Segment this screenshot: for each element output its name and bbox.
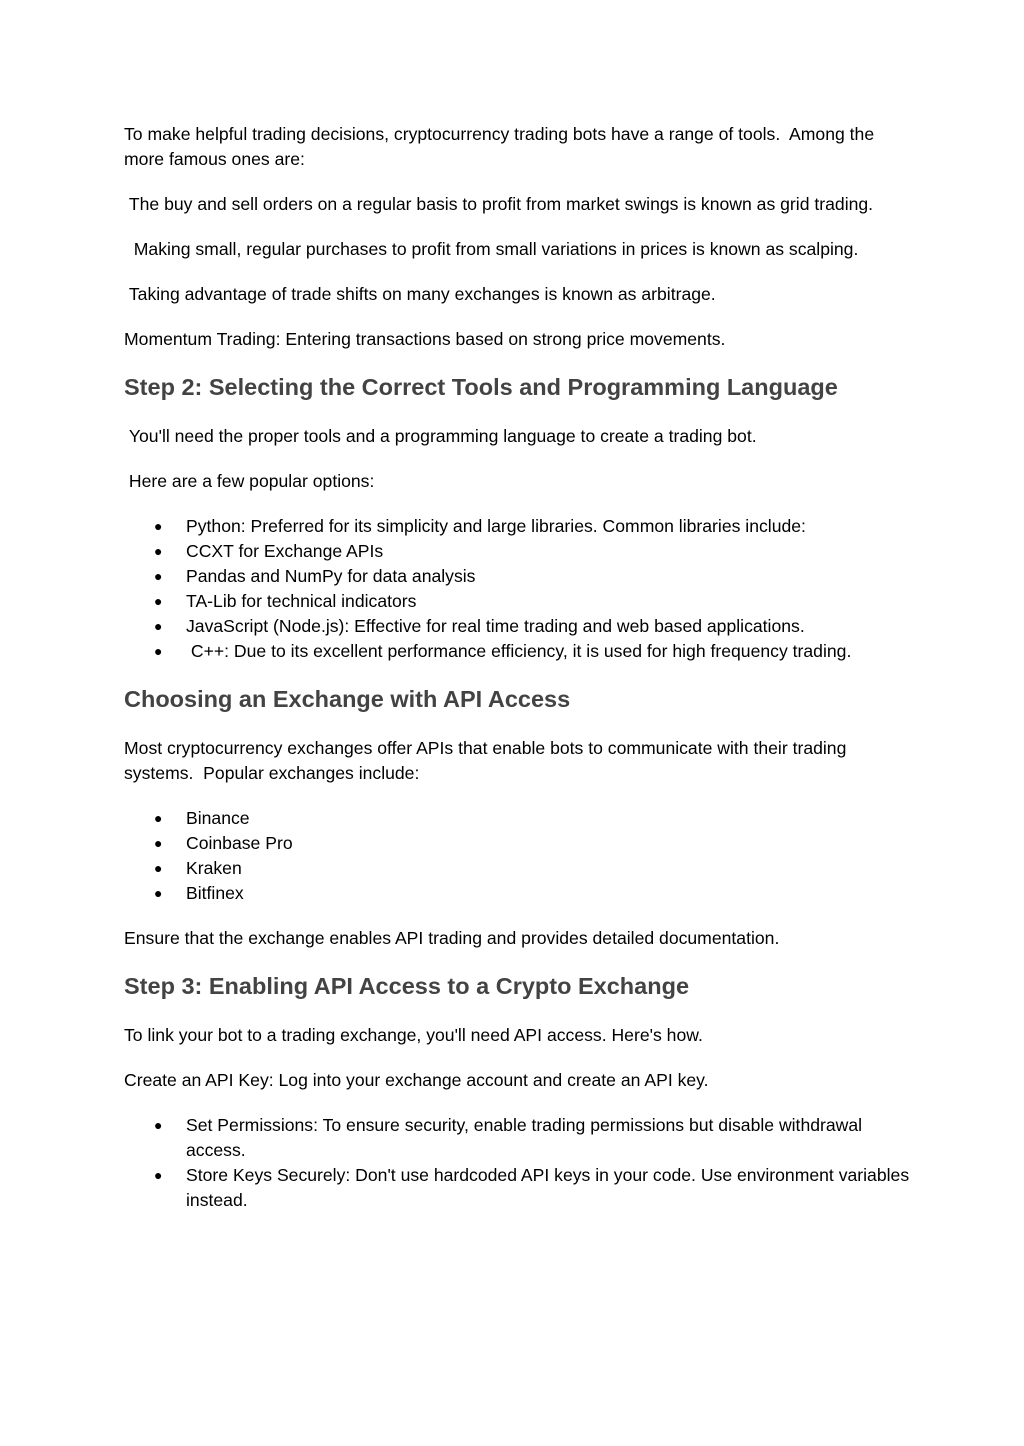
list-item [124,539,914,564]
list-item-text: Pandas and NumPy for data analysis [186,566,476,586]
step3-heading: Step 3: Enabling API Access to a Crypto Exchange [124,973,690,999]
exchange-heading: Choosing an Exchange with API Access [124,686,571,712]
bullet-icon: ● [154,643,163,659]
bullet-icon: ● [154,885,163,901]
grid-trading-paragraph: The buy and sell orders on a regular basis to profit from market swings is known as grid trading. [124,194,874,214]
list-item [124,806,914,831]
step2-paragraph-options: Here are a few popular options: [124,471,375,491]
bullet-icon: ● [154,518,163,534]
step2-options-list [124,514,914,664]
list-item-text: Binance [186,808,250,828]
list-item-text: TA-Lib for technical indicators [186,591,417,611]
bullet-icon: ● [154,810,163,826]
step3-paragraph-link: To link your bot to a trading exchange, you'll need API access. Here's how. [124,1025,703,1045]
bullet-icon: ● [154,618,163,634]
list-item-text: Python: Preferred for its simplicity and large libraries. Common libraries include: [186,516,806,536]
step3-paragraph-create-key: Create an API Key: Log into your exchange account and create an API key. [124,1070,709,1090]
list-item [124,881,914,906]
bullet-icon: ● [154,835,163,851]
bullet-icon: ● [154,568,163,584]
list-item [124,856,914,881]
list-item-text: Store Keys Securely: Don't use hardcoded API keys in your code. Use environment variables instead. [186,1165,915,1210]
list-item [124,1163,914,1213]
exchange-paragraph-ensure: Ensure that the exchange enables API trading and provides detailed documentation. [124,928,780,948]
list-item [124,589,914,614]
arbitrage-paragraph: Taking advantage of trade shifts on many exchanges is known as arbitrage. [124,284,716,304]
list-item [124,831,914,856]
bullet-icon: ● [154,1167,163,1183]
document-body [124,122,914,1233]
list-item-text: Kraken [186,858,242,878]
list-item [124,514,914,539]
bullet-icon: ● [154,593,163,609]
scalping-paragraph: Making small, regular purchases to profit from small variations in prices is known as scalping. [124,239,859,259]
list-item-text: JavaScript (Node.js): Effective for real time trading and web based applications. [186,616,805,636]
exchange-paragraph-intro: Most cryptocurrency exchanges offer APIs that enable bots to communicate with their trading systems. Popular exchanges include: [124,738,852,783]
bullet-icon: ● [154,1117,163,1133]
list-item [124,639,914,664]
momentum-paragraph: Momentum Trading: Entering transactions based on strong price movements. [124,329,726,349]
list-item-text: Coinbase Pro [186,833,293,853]
list-item [124,564,914,589]
bullet-icon: ● [154,543,163,559]
list-item [124,1113,914,1163]
list-item-text: Set Permissions: To ensure security, enable trading permissions but disable withdrawal access. [186,1115,867,1160]
exchange-list [124,806,914,906]
step2-heading: Step 2: Selecting the Correct Tools and Programming Language [124,374,838,400]
list-item-text: CCXT for Exchange APIs [186,541,384,561]
bullet-icon: ● [154,860,163,876]
step3-steps-list [124,1113,914,1213]
step2-paragraph-tools: You'll need the proper tools and a programming language to create a trading bot. [124,426,757,446]
list-item [124,614,914,639]
intro-paragraph: To make helpful trading decisions, cryptocurrency trading bots have a range of tools. Among the more famous ones are: [124,124,880,169]
list-item-text: Bitfinex [186,883,244,903]
list-item-text: C++: Due to its excellent performance efficiency, it is used for high frequency trading. [186,641,852,661]
